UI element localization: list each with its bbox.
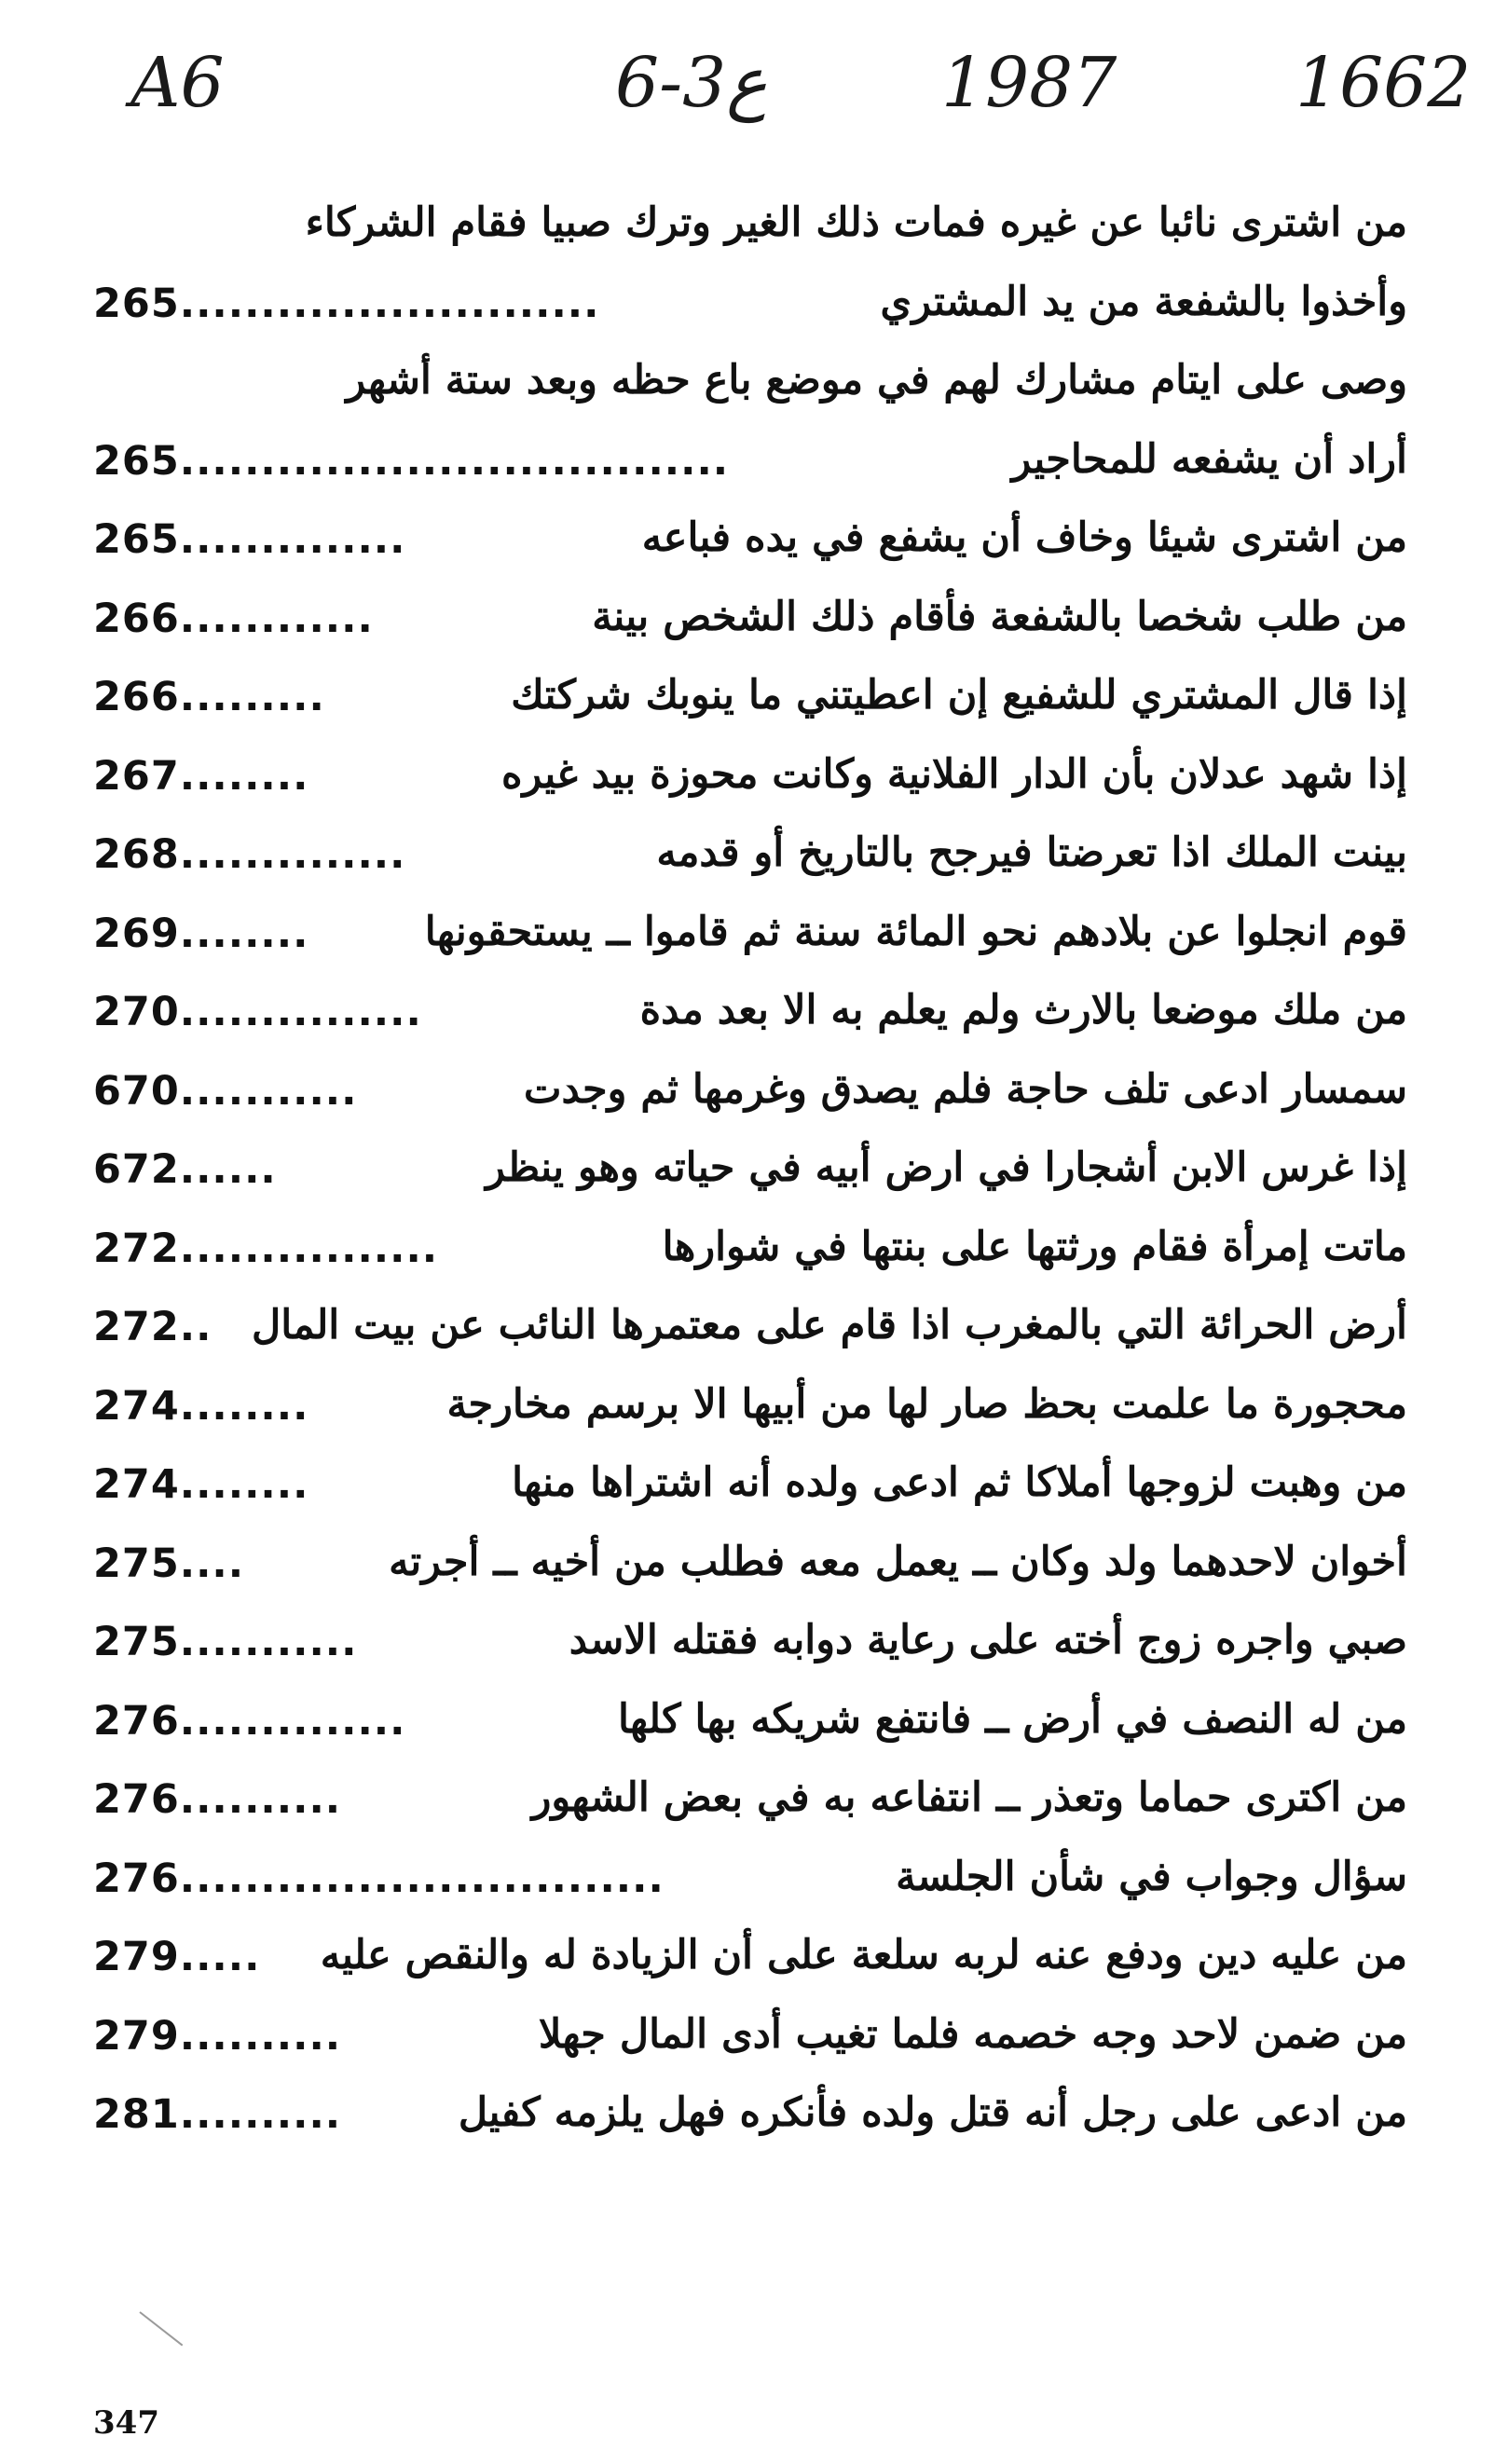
entry-title: إذا شهد عدلان بأن الدار الفلانية وكانت محوزة بيد غيره <box>500 750 1407 798</box>
entry-page: 276.............. <box>93 1697 406 1745</box>
entry-title: محجورة ما علمت بحظ صار لها من أبيها الا برسم مخارجة <box>446 1380 1407 1428</box>
entry-page: 281.......... <box>93 2091 342 2138</box>
handwritten-note-4: 1662 <box>1295 43 1472 123</box>
entry-page: 268.............. <box>93 831 406 878</box>
toc-entry <box>93 1919 1407 1998</box>
entry-page: 269........ <box>93 910 309 957</box>
entry-page: 267........ <box>93 752 309 800</box>
entry-page: 272.. <box>93 1304 212 1350</box>
handwritten-note-2: 6-3ع <box>615 43 768 123</box>
toc-entry <box>93 2076 1407 2156</box>
entry-page: 275.... <box>93 1540 245 1587</box>
entry-title: من اشترى شيئا وخاف أن يشفع في يده فباعه <box>641 514 1407 561</box>
toc-entry <box>93 1841 1407 1920</box>
page-number: 347 <box>93 2404 159 2442</box>
toc-entry <box>93 738 1407 817</box>
entry-title: سمسار ادعى تلف حاجة فلم يصدق وغرمها ثم وجدت <box>523 1065 1407 1113</box>
toc-entry <box>93 581 1407 660</box>
entry-page: 274........ <box>93 1461 309 1508</box>
entry-title: من ملك موضعا بالارث ولم يعلم به الا بعد مدة <box>639 987 1407 1034</box>
entry-title: من اشترى نائبا عن غيره فمات ذلك الغير وترك صبيا فقام الشركاء <box>305 199 1407 246</box>
entry-page: 275........... <box>93 1619 358 1665</box>
entry-title: وأخذوا بالشفعة من يد المشتري <box>880 278 1407 325</box>
entry-page: 279..... <box>93 1934 261 1980</box>
entry-title: من ادعى على رجل أنه قتل ولده فأنكره فهل يلزمه كفيل <box>458 2089 1407 2136</box>
entry-page: 279.......... <box>93 2012 342 2060</box>
entry-title: صبي واجره زوج أخته على رعاية دوابه فقتله الاسد <box>569 1617 1407 1663</box>
entry-title: بينت الملك اذا تعرضتا فيرجح بالتاريخ أو قدمه <box>656 829 1407 876</box>
toc-entry <box>93 266 1407 345</box>
pen-stroke-mark <box>139 2311 183 2346</box>
toc-entry <box>93 974 1407 1053</box>
entry-title: وصى على ايتام مشارك لهم في موضع باع حظه وبعد ستة أشهر <box>346 357 1407 404</box>
entry-title: من طلب شخصا بالشفعة فأقام ذلك الشخص بينة <box>592 593 1407 640</box>
entry-title: إذا غرس الابن أشجارا في ارض أبيه في حياته وهو ينظر <box>486 1144 1407 1191</box>
toc-entry <box>93 186 1407 266</box>
entry-title: من اكترى حماما وتعذر ــ انتفاعه به في بعض الشهور <box>531 1774 1407 1821</box>
entry-page: 672...... <box>93 1146 277 1193</box>
toc-entry <box>93 659 1407 738</box>
entry-page: 265.......................... <box>93 280 600 327</box>
entry-title: أخوان لاحدهما ولد وكان ــ يعمل معه فطلب من أخيه ــ أجرته <box>389 1538 1407 1585</box>
entry-title: أراد أن يشفعه للمحاجير <box>1011 435 1407 483</box>
entry-page: 270............... <box>93 989 422 1035</box>
toc-entry <box>93 1131 1407 1211</box>
toc-entry <box>93 816 1407 896</box>
entry-title: أرض الحرائة التي بالمغرب اذا قام على معتمرها النائب عن بيت المال <box>251 1302 1407 1348</box>
toc-entry <box>93 1683 1407 1762</box>
handwritten-note-3: 1987 <box>941 43 1117 123</box>
entry-page: 276.......... <box>93 1776 342 1823</box>
toc-entry <box>93 344 1407 423</box>
toc-entry <box>93 896 1407 975</box>
toc-entry <box>93 501 1407 581</box>
entry-title: من عليه دين ودفع عنه لربه سلعة على أن الزيادة له والنقص عليه <box>320 1932 1407 1978</box>
entry-page: 276.............................. <box>93 1855 665 1902</box>
toc-entry <box>93 1289 1407 1368</box>
entry-title: ماتت إمرأة فقام ورثتها على بنتها في شوارها <box>662 1223 1407 1270</box>
entry-page: 274........ <box>93 1382 309 1430</box>
toc-entry <box>93 1998 1407 2077</box>
entry-page: 272................ <box>93 1225 439 1272</box>
toc-entry <box>93 1053 1407 1132</box>
toc-entry <box>93 1446 1407 1526</box>
entry-page: 266............ <box>93 595 374 642</box>
entry-title: من ضمن لاحد وجه خصمه فلما تغيب أدى المال جهلا <box>538 2010 1407 2058</box>
entry-title: إذا قال المشتري للشفيع إن اعطيتني ما ينوبك شركتك <box>511 672 1407 719</box>
table-of-contents <box>93 186 1407 2156</box>
entry-title: من له النصف في أرض ــ فانتفع شريكه بها كلها <box>617 1695 1407 1743</box>
entry-title: قوم انجلوا عن بلادهم نحو المائة سنة ثم قاموا ــ يستحقونها <box>424 908 1407 955</box>
handwritten-note-1: A6 <box>130 43 225 123</box>
entry-page: 670........... <box>93 1067 358 1115</box>
toc-entry <box>93 1368 1407 1447</box>
entry-page: 266......... <box>93 674 325 720</box>
toc-entry <box>93 1761 1407 1841</box>
entry-title: من وهبت لزوجها أملاكا ثم ادعى ولده أنه اشتراها منها <box>512 1459 1407 1506</box>
toc-entry <box>93 1604 1407 1683</box>
entry-page: 265.............. <box>93 516 406 563</box>
toc-entry <box>93 1526 1407 1605</box>
toc-entry <box>93 1211 1407 1290</box>
toc-entry <box>93 423 1407 502</box>
entry-page: 265.................................. <box>93 437 730 485</box>
entry-title: سؤال وجواب في شأن الجلسة <box>896 1853 1407 1900</box>
